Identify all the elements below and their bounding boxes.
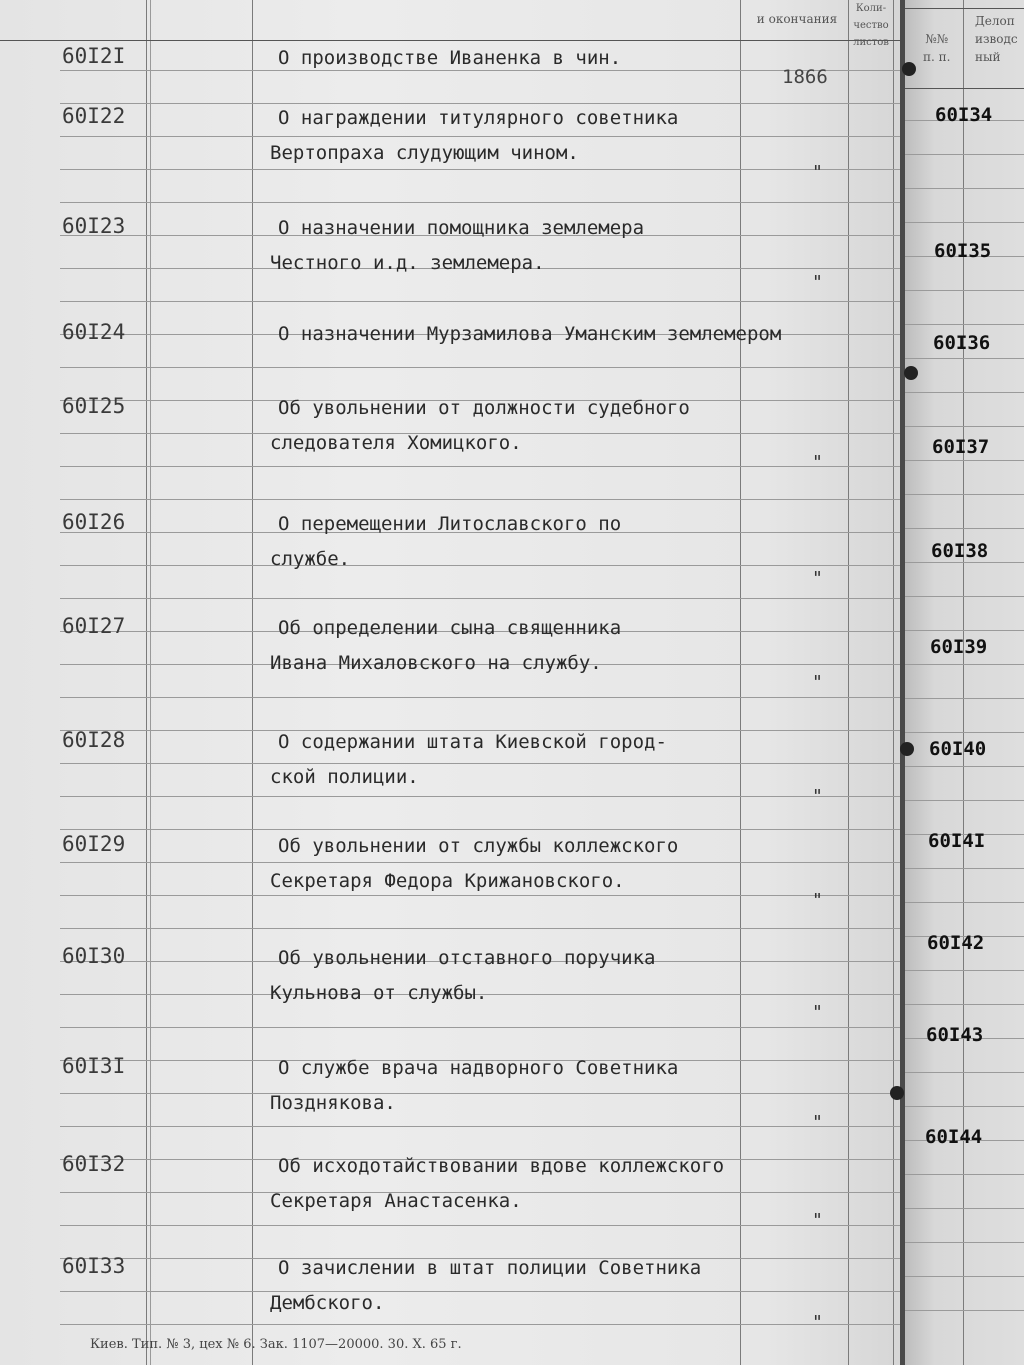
ruled-line bbox=[60, 829, 900, 830]
record-title-line1: О производстве Иваненка в чин. bbox=[278, 47, 622, 69]
ruled-line bbox=[905, 664, 1024, 665]
record-number: 60I22 bbox=[62, 104, 126, 128]
record-title-line2: следователя Хомицкого. bbox=[270, 432, 522, 454]
right-record-number: 60I37 bbox=[932, 436, 990, 458]
ruled-line bbox=[905, 324, 1024, 325]
ruled-line bbox=[60, 169, 900, 170]
ruled-line bbox=[60, 466, 900, 467]
ruled-line bbox=[60, 598, 900, 599]
record-number: 60I33 bbox=[62, 1254, 126, 1278]
ruled-line bbox=[60, 367, 900, 368]
binding-hole bbox=[900, 742, 914, 756]
ruled-line bbox=[60, 796, 900, 797]
ruled-line bbox=[905, 358, 1024, 359]
record-number: 60I30 bbox=[62, 944, 126, 968]
right-record-number: 60I34 bbox=[935, 104, 993, 126]
right-col2-header: Делоп изводс ный bbox=[975, 14, 1018, 64]
ruled-line bbox=[905, 562, 1024, 563]
record-title-line2: Ивана Михаловского на службу. bbox=[270, 652, 602, 674]
ruled-line bbox=[905, 1276, 1024, 1277]
ruled-line bbox=[905, 188, 1024, 189]
ruled-line bbox=[905, 290, 1024, 291]
right-record-number: 60I4I bbox=[928, 830, 986, 852]
ruled-line bbox=[905, 1004, 1024, 1005]
column-rule bbox=[252, 0, 253, 1365]
ditto-mark: " bbox=[812, 1210, 823, 1231]
record-number: 60I2I bbox=[62, 44, 126, 68]
right-record-number: 60I43 bbox=[926, 1024, 984, 1046]
ruled-line bbox=[905, 1310, 1024, 1311]
right-page bbox=[905, 0, 1024, 1365]
right-record-number: 60I36 bbox=[933, 332, 991, 354]
ruled-line bbox=[60, 70, 900, 71]
record-title-line1: О зачислении в штат полиции Советника bbox=[278, 1257, 702, 1279]
record-year: 1866 bbox=[782, 66, 828, 88]
right-record-number: 60I39 bbox=[930, 636, 988, 658]
right-record-number: 60I42 bbox=[927, 932, 985, 954]
sheets-column-header: Коли- чество листов bbox=[853, 3, 889, 48]
record-title-line2: Вертопраха слудующим чином. bbox=[270, 142, 579, 164]
ruled-line bbox=[905, 596, 1024, 597]
column-rule bbox=[848, 0, 849, 1365]
record-title-line1: Об исходотайствовании вдове коллежского bbox=[278, 1155, 725, 1177]
binding-hole bbox=[890, 1086, 904, 1100]
ruled-line bbox=[60, 1225, 900, 1226]
record-title-line2: Кульнова от службы. bbox=[270, 982, 488, 1004]
record-title-line2: Дембского. bbox=[270, 1292, 385, 1314]
record-title-line1: О награждении титулярного советника bbox=[278, 107, 679, 129]
record-title-line2: службе. bbox=[270, 548, 351, 570]
column-rule bbox=[893, 0, 894, 1365]
ditto-mark: " bbox=[812, 452, 823, 473]
record-number: 60I23 bbox=[62, 214, 126, 238]
ruled-line bbox=[905, 1242, 1024, 1243]
ruled-line bbox=[905, 392, 1024, 393]
ruled-line bbox=[905, 426, 1024, 427]
record-title-line2: Позднякова. bbox=[270, 1092, 396, 1114]
record-number: 60I32 bbox=[62, 1152, 126, 1176]
ruled-line bbox=[905, 1174, 1024, 1175]
right-col1-header: №№ п. п. bbox=[923, 32, 951, 64]
record-title-line2: ской полиции. bbox=[270, 766, 419, 788]
ruled-line bbox=[60, 301, 900, 302]
right-record-number: 60I38 bbox=[931, 540, 989, 562]
record-title-line2: Честного и.д. землемера. bbox=[270, 252, 545, 274]
record-title-line1: Об увольнении от должности судебного bbox=[278, 397, 690, 419]
record-title-line2: Секретаря Федора Крижановского. bbox=[270, 870, 625, 892]
record-number: 60I3I bbox=[62, 1054, 126, 1078]
ruled-line bbox=[905, 494, 1024, 495]
column-rule bbox=[963, 0, 964, 1365]
ditto-mark: " bbox=[812, 162, 823, 183]
record-title-line2: Секретаря Анастасенка. bbox=[270, 1190, 522, 1212]
ruled-line bbox=[60, 895, 900, 896]
record-number: 60I27 bbox=[62, 614, 126, 638]
ruled-line bbox=[60, 763, 900, 764]
record-title-line1: О назначении помощника землемера bbox=[278, 217, 645, 239]
ruled-line bbox=[905, 222, 1024, 223]
ditto-mark: " bbox=[812, 786, 823, 807]
ruled-line bbox=[60, 499, 900, 500]
column-rule bbox=[740, 0, 741, 1365]
ruled-line bbox=[905, 766, 1024, 767]
printer-footer: Киев. Тип. № 3, цех № 6. Зак. 1107—20000. 30. X. 65 г. bbox=[90, 1337, 462, 1352]
ruled-line bbox=[60, 928, 900, 929]
record-title-line1: О службе врача надворного Советника bbox=[278, 1057, 679, 1079]
ruled-line bbox=[60, 1027, 900, 1028]
record-title-line1: О перемещении Литославского по bbox=[278, 513, 622, 535]
ditto-mark: " bbox=[812, 272, 823, 293]
header-rule bbox=[0, 40, 900, 41]
ruled-line bbox=[60, 103, 900, 104]
record-number: 60I26 bbox=[62, 510, 126, 534]
right-record-number: 60I40 bbox=[929, 738, 987, 760]
ruled-line bbox=[60, 202, 900, 203]
record-number: 60I24 bbox=[62, 320, 126, 344]
ditto-mark: " bbox=[812, 890, 823, 911]
binding-hole bbox=[902, 62, 916, 76]
header-rule bbox=[905, 88, 1024, 89]
ruled-line bbox=[905, 732, 1024, 733]
ruled-line bbox=[60, 136, 900, 137]
record-title-line1: Об определении сына священника bbox=[278, 617, 622, 639]
ruled-line bbox=[905, 1072, 1024, 1073]
ruled-line bbox=[905, 970, 1024, 971]
right-record-number: 60I44 bbox=[925, 1126, 983, 1148]
binding-hole bbox=[904, 366, 918, 380]
ruled-line bbox=[60, 565, 900, 566]
ruled-line bbox=[905, 528, 1024, 529]
ruled-line bbox=[905, 902, 1024, 903]
ruled-line bbox=[60, 1093, 900, 1094]
ditto-mark: " bbox=[812, 1312, 823, 1333]
ruled-line bbox=[905, 1208, 1024, 1209]
ditto-mark: " bbox=[812, 672, 823, 693]
header-rule bbox=[905, 8, 1024, 9]
right-record-number: 60I35 bbox=[934, 240, 992, 262]
ruled-line bbox=[60, 697, 900, 698]
ditto-mark: " bbox=[812, 1112, 823, 1133]
dates-column-header: и окончания bbox=[756, 12, 838, 26]
ruled-line bbox=[60, 1324, 900, 1325]
ruled-line bbox=[905, 698, 1024, 699]
ruled-line bbox=[905, 154, 1024, 155]
ruled-line bbox=[905, 630, 1024, 631]
ruled-line bbox=[60, 862, 900, 863]
record-title-line1: О содержании штата Киевской город- bbox=[278, 731, 667, 753]
record-title-line1: Об увольнении отставного поручика bbox=[278, 947, 656, 969]
ruled-line bbox=[60, 1126, 900, 1127]
ditto-mark: " bbox=[812, 568, 823, 589]
ruled-line bbox=[60, 1291, 900, 1292]
ruled-line bbox=[905, 1106, 1024, 1107]
record-number: 60I25 bbox=[62, 394, 126, 418]
record-title-line1: О назначении Мурзамилова Уманским землемером bbox=[278, 323, 782, 345]
ruled-line bbox=[905, 460, 1024, 461]
record-title-line1: Об увольнении от службы коллежского bbox=[278, 835, 679, 857]
ruled-line bbox=[905, 868, 1024, 869]
record-number: 60I29 bbox=[62, 832, 126, 856]
record-number: 60I28 bbox=[62, 728, 126, 752]
ruled-line bbox=[905, 800, 1024, 801]
ditto-mark: " bbox=[812, 1002, 823, 1023]
